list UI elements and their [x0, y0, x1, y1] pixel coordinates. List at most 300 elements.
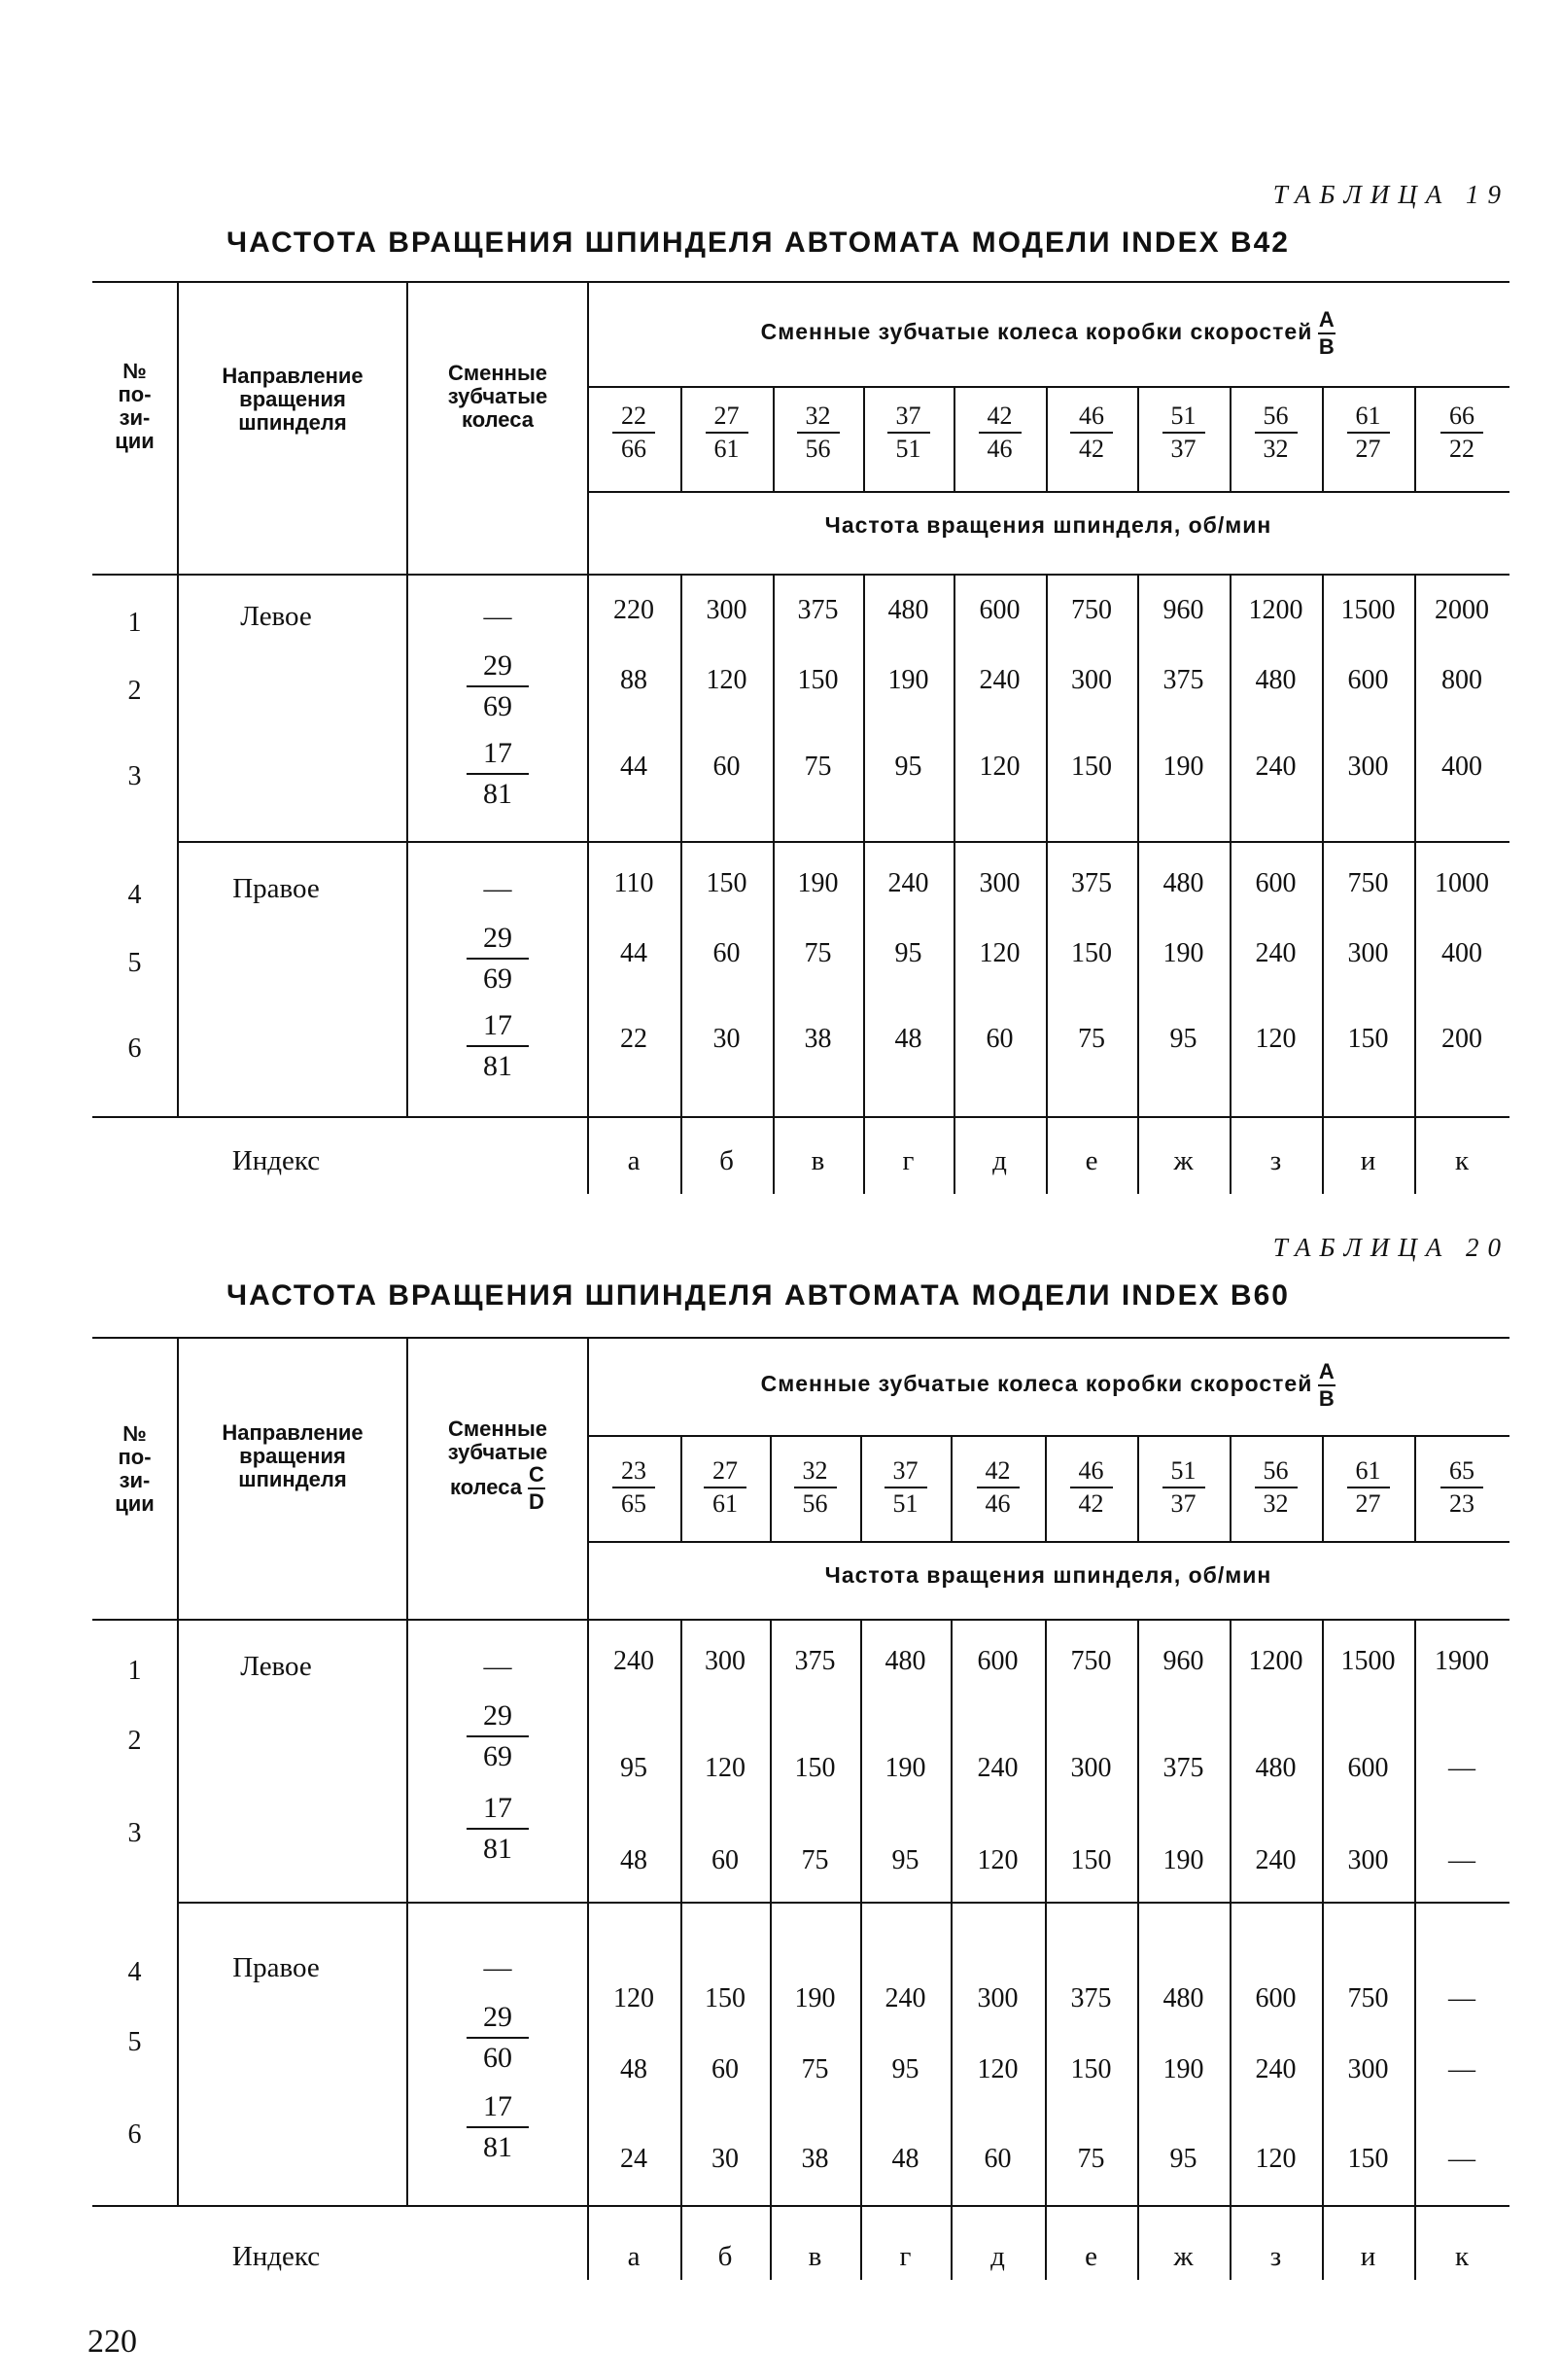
frequency-value: 95: [891, 1845, 919, 1875]
frequency-value: 300: [1347, 752, 1389, 782]
frequency-value: 24: [620, 2144, 647, 2174]
position-header: [92, 360, 177, 453]
gear-ratio: [1414, 1458, 1509, 1517]
position-header-line: ции: [115, 1491, 155, 1516]
fraction-numerator: 27: [713, 402, 740, 430]
frequency-value: —: [1448, 2054, 1475, 2084]
gear-ratio: [1137, 1458, 1230, 1517]
fraction-bar: [467, 2037, 529, 2039]
frequency-value: 240: [1255, 938, 1297, 968]
frequency-value: 300: [1071, 665, 1112, 695]
position-header-line: зи-: [119, 405, 151, 430]
index-letter: а: [627, 1145, 641, 1176]
ratio-header-rule: [587, 1435, 1509, 1437]
gear-header: [408, 1418, 587, 1513]
direction-left: Левое: [240, 1651, 312, 1682]
direction-header-line: Направление: [222, 1420, 364, 1445]
frequency-value: 480: [1255, 1753, 1297, 1783]
fraction-bar: [467, 2126, 529, 2128]
frequency-value: 95: [894, 752, 922, 782]
index-letter: г: [899, 2241, 912, 2272]
frequency-value: 480: [1255, 665, 1297, 695]
fraction-bar: [706, 432, 748, 434]
fraction-denominator: 46: [985, 1489, 1011, 1518]
fraction-denominator: 46: [987, 435, 1013, 463]
frequency-value: 30: [712, 1024, 741, 1054]
gear-ratio: [680, 1458, 770, 1517]
frequency-value: 48: [620, 1845, 647, 1875]
frequency-value: 88: [620, 665, 647, 695]
position-number: 3: [127, 761, 142, 791]
frequency-value: 300: [705, 1646, 746, 1676]
position-header-line: №: [122, 359, 147, 383]
direction-header-line: шпинделя: [238, 1467, 347, 1491]
fraction-denominator: 81: [483, 1833, 512, 1865]
gear-dash: —: [483, 601, 512, 632]
index-letter: а: [627, 2241, 641, 2272]
gear-header: [408, 362, 587, 432]
fraction-numerator: 17: [483, 2090, 512, 2122]
table-title: ЧАСТОТА ВРАЩЕНИЯ ШПИНДЕЛЯ АВТОМАТА МОДЕЛИ INDEX B60: [226, 1279, 1290, 1312]
fraction-denominator: 27: [1355, 435, 1381, 463]
frequency-value: 48: [891, 2144, 919, 2174]
fraction-bar: [467, 1045, 529, 1047]
fraction-bar: [1347, 432, 1390, 434]
fraction-bar: [1440, 1487, 1483, 1488]
frequency-value: 240: [1255, 752, 1297, 782]
gear-header-line: зубчатые: [447, 384, 548, 408]
gear-fraction: [428, 649, 568, 723]
frequency-value: 600: [977, 1646, 1019, 1676]
gear-ratio: [1045, 1458, 1137, 1517]
index-letter: е: [1085, 2241, 1097, 2272]
frequency-value: 120: [705, 1753, 746, 1783]
fraction-bar: [467, 685, 529, 687]
gear-header-line: зубчатые: [447, 1440, 548, 1464]
direction-right: Правое: [232, 873, 320, 904]
fraction-denominator: 69: [483, 962, 512, 995]
fraction-denominator: 69: [483, 690, 512, 722]
fraction-numerator: 66: [1449, 402, 1474, 430]
frequency-value: 150: [794, 1753, 836, 1783]
value-column-rule: [770, 1619, 772, 2280]
gear-dash: —: [483, 1952, 512, 1983]
frequency-value: 1900: [1435, 1646, 1489, 1676]
header-bottom-rule: [92, 574, 1509, 576]
fraction-denominator: 42: [1078, 1489, 1104, 1518]
fraction-bar: [1162, 432, 1205, 434]
position-number: 4: [127, 1957, 142, 1987]
fraction-denominator: B: [1318, 1386, 1336, 1411]
frequency-value: 300: [1070, 1753, 1112, 1783]
fraction-bar: [1255, 1487, 1298, 1488]
frequency-value: —: [1448, 1983, 1475, 2013]
fraction-numerator: 46: [1079, 402, 1104, 430]
gear-ratio: [1230, 403, 1322, 462]
frequency-value: 150: [1071, 752, 1112, 782]
frequency-value: 240: [977, 1753, 1019, 1783]
gear-header-line: Сменные: [448, 361, 547, 385]
frequency-value: 150: [1347, 1024, 1389, 1054]
fraction-numerator: 29: [483, 649, 512, 682]
fraction-denominator: 51: [895, 435, 921, 463]
frequency-value: 750: [1347, 868, 1389, 898]
frequency-value: 60: [711, 2054, 739, 2084]
fraction-denominator: 32: [1263, 435, 1289, 463]
index-letter: д: [990, 2241, 1005, 2272]
frequency-value: 375: [794, 1646, 836, 1676]
frequency-value: 150: [1347, 2144, 1389, 2174]
frequency-value: 48: [620, 2054, 647, 2084]
value-column-rule: [1230, 1619, 1231, 2280]
frequency-value: 1500: [1340, 595, 1396, 625]
fraction-bar: [612, 1487, 655, 1488]
index-letter: б: [717, 2241, 733, 2272]
gear-fraction: [428, 922, 568, 996]
fraction-numerator: 56: [1263, 1456, 1289, 1485]
gear-fraction: [428, 1009, 568, 1083]
position-number: 5: [127, 948, 142, 978]
frequency-value: 110: [613, 868, 654, 898]
fraction-bar: [1070, 1487, 1113, 1488]
direction-header-line: вращения: [239, 1444, 346, 1468]
table-top-rule: [92, 281, 1509, 283]
frequency-value: 150: [1071, 938, 1112, 968]
gear-ratio: [587, 1458, 680, 1517]
frequency-value: 960: [1162, 1646, 1204, 1676]
gear-dash: —: [483, 1651, 512, 1682]
value-column-rule: [1414, 1619, 1416, 2280]
fraction-denominator: 22: [1449, 435, 1474, 463]
index-letter: к: [1454, 1145, 1470, 1176]
direction-header: [179, 365, 406, 435]
mini-fraction: [528, 1464, 545, 1513]
index-label: Индекс: [231, 2241, 321, 2272]
position-number: 1: [127, 1656, 142, 1686]
frequency-value: 300: [977, 1983, 1019, 2013]
fraction-denominator: 32: [1263, 1489, 1289, 1518]
frequency-value: 30: [711, 2144, 739, 2174]
frequency-value: 1000: [1435, 868, 1489, 898]
fraction-bar: [467, 1828, 529, 1830]
fraction-bar: [1255, 432, 1298, 434]
fraction-bar: [1070, 432, 1113, 434]
frequency-value: 600: [1255, 868, 1297, 898]
frequency-value: 95: [620, 1753, 647, 1783]
mini-fraction: [1318, 1361, 1336, 1410]
position-number: 3: [127, 1818, 142, 1848]
table-number: ТАБЛИЦА 19: [1272, 180, 1509, 209]
fraction-denominator: 66: [621, 435, 646, 463]
index-letter: и: [1360, 2241, 1376, 2272]
frequency-value: 375: [1162, 1753, 1204, 1783]
fraction-numerator: 29: [483, 1699, 512, 1732]
fraction-bar: [977, 1487, 1020, 1488]
frequency-value: 300: [1347, 938, 1389, 968]
fraction-denominator: 37: [1170, 435, 1197, 463]
speed-gears-header-text: Сменные зубчатые колеса коробки скоростей: [760, 319, 1313, 345]
position-header-line: по-: [118, 1445, 152, 1469]
frequency-value: 190: [1162, 1845, 1204, 1875]
speed-gears-header-text: Сменные зубчатые колеса коробки скоростей: [760, 1371, 1313, 1397]
fraction-bar: [1162, 1487, 1205, 1488]
position-header-line: зи-: [119, 1468, 151, 1492]
fraction-bar: [1347, 1487, 1390, 1488]
frequency-value: 190: [1162, 752, 1204, 782]
speed-gears-header: [587, 309, 1509, 358]
group-separator-rule: [177, 1902, 1509, 1904]
frequency-value: 600: [1255, 1983, 1297, 2013]
frequency-value: 480: [885, 1646, 926, 1676]
frequency-value: 480: [1162, 1983, 1204, 2013]
frequency-value: 44: [620, 938, 647, 968]
gear-header-line: колеса: [462, 407, 534, 432]
index-letter: з: [1269, 2241, 1282, 2272]
frequency-value: 1200: [1248, 595, 1303, 625]
gear-ratio: [860, 1458, 951, 1517]
fraction-numerator: 37: [895, 402, 921, 430]
fraction-denominator: 61: [713, 435, 740, 463]
gear-ratio: [1414, 403, 1509, 462]
fraction-numerator: 46: [1078, 1456, 1104, 1485]
frequency-value: 75: [804, 938, 832, 968]
frequency-value: 375: [1071, 868, 1112, 898]
index-label: Индекс: [231, 1145, 321, 1176]
fraction-denominator: 56: [802, 1489, 828, 1518]
frequency-value: 22: [620, 1024, 647, 1054]
data-bottom-rule: [92, 2205, 1509, 2207]
frequency-value: 800: [1441, 665, 1482, 695]
fraction-denominator: 69: [483, 1740, 512, 1772]
frequency-value: 75: [1078, 1024, 1105, 1054]
fraction-bar: [885, 1487, 927, 1488]
frequency-value: 150: [706, 868, 747, 898]
fraction-denominator: 37: [1170, 1489, 1197, 1518]
index-letter: в: [808, 2241, 822, 2272]
index-letter: е: [1085, 1145, 1098, 1176]
fraction-denominator: 51: [892, 1489, 919, 1518]
table-top-rule: [92, 1337, 1509, 1339]
fraction-denominator: 81: [483, 1050, 512, 1082]
direction-header-line: шпинделя: [238, 410, 347, 435]
position-number: 6: [127, 2119, 142, 2150]
gear-ratio: [951, 1458, 1045, 1517]
frequency-value: 1500: [1340, 1646, 1396, 1676]
frequency-value: 480: [887, 595, 929, 625]
frequency-value: 240: [613, 1646, 654, 1676]
fraction-denominator: 61: [712, 1489, 738, 1518]
gear-ratio: [773, 403, 863, 462]
gear-fraction: [428, 737, 568, 811]
fraction-numerator: 32: [805, 402, 831, 430]
frequency-value: 375: [1162, 665, 1204, 695]
frequency-value: 375: [1070, 1983, 1112, 2013]
fraction-numerator: 29: [483, 922, 512, 954]
gear-fraction: [428, 2001, 568, 2075]
frequency-value: 120: [1255, 1024, 1297, 1054]
frequency-value: 120: [706, 665, 747, 695]
frequency-value: 60: [711, 1845, 739, 1875]
frequency-value: 600: [1347, 1753, 1389, 1783]
frequency-value: 60: [712, 752, 741, 782]
frequency-value: 750: [1347, 1983, 1389, 2013]
fraction-bar: [1440, 432, 1483, 434]
fraction-numerator: A: [1318, 307, 1336, 332]
fraction-numerator: 65: [1449, 1456, 1474, 1485]
index-letter: и: [1360, 1145, 1376, 1176]
fraction-denominator: 60: [483, 2042, 512, 2074]
fraction-denominator: 23: [1449, 1489, 1474, 1518]
gear-ratio: [863, 403, 954, 462]
fraction-numerator: 37: [892, 1456, 919, 1485]
gear-ratio: [1137, 403, 1230, 462]
frequency-value: 75: [1077, 2144, 1105, 2174]
gear-ratio: [1230, 1458, 1322, 1517]
index-letter: ж: [1173, 2241, 1194, 2272]
fraction-numerator: 23: [621, 1456, 646, 1485]
value-column-rule: [680, 1619, 682, 2280]
fraction-bar: [797, 432, 840, 434]
mini-fraction: [1318, 309, 1336, 358]
value-column-rule: [951, 1619, 953, 2280]
position-header-line: по-: [118, 382, 152, 406]
value-column-rule: [1045, 1619, 1047, 2280]
position-number: 6: [127, 1033, 142, 1064]
value-column-rule: [860, 1619, 862, 2280]
frequency-value: 120: [613, 1983, 654, 2013]
fraction-bar: [979, 432, 1022, 434]
fraction-numerator: 61: [1355, 402, 1381, 430]
frequency-value: 95: [1169, 2144, 1197, 2174]
fraction-denominator: D: [529, 1489, 544, 1514]
direction-left: Левое: [240, 601, 312, 632]
gear-fraction: [428, 1792, 568, 1866]
index-letter: г: [902, 1145, 915, 1176]
frequency-value: 750: [1071, 595, 1112, 625]
position-number: 1: [127, 608, 142, 638]
frequency-value: 600: [979, 595, 1021, 625]
index-letter: ж: [1173, 1145, 1194, 1176]
frequency-value: —: [1448, 1845, 1475, 1875]
direction-right: Правое: [232, 1952, 320, 1983]
fraction-numerator: 29: [483, 2001, 512, 2033]
fraction-numerator: 17: [483, 1009, 512, 1041]
frequency-value: 95: [1169, 1024, 1197, 1054]
fraction-denominator: 65: [621, 1489, 646, 1518]
frequency-value: 60: [712, 938, 741, 968]
frequency-value: 190: [1162, 938, 1204, 968]
frequency-value: 120: [979, 752, 1021, 782]
frequency-value: 48: [894, 1024, 922, 1054]
data-bottom-rule: [92, 1116, 1509, 1118]
position-number: 2: [127, 676, 142, 706]
gear-fraction: [428, 1699, 568, 1773]
fraction-numerator: 17: [483, 1792, 512, 1824]
fraction-numerator: 51: [1170, 402, 1197, 430]
frequency-value: 150: [1070, 2054, 1112, 2084]
frequency-value: 120: [979, 938, 1021, 968]
frequency-value: 150: [705, 1983, 746, 2013]
frequency-value: 120: [1255, 2144, 1297, 2174]
frequency-value: 300: [979, 868, 1021, 898]
gear-ratio: [680, 403, 773, 462]
table-number: ТАБЛИЦА 20: [1272, 1233, 1509, 1262]
gear-dash: —: [483, 873, 512, 904]
value-column-rule: [1137, 1619, 1139, 2280]
frequency-value: 240: [1255, 2054, 1297, 2084]
direction-header: [179, 1421, 406, 1491]
fraction-numerator: A: [1318, 1359, 1336, 1383]
frequency-value: —: [1448, 2144, 1475, 2174]
speed-gears-header: [587, 1361, 1509, 1410]
fraction-numerator: 56: [1263, 402, 1289, 430]
frequency-value: 2000: [1435, 595, 1489, 625]
frequency-value: 400: [1441, 752, 1482, 782]
frequency-value: 120: [977, 1845, 1019, 1875]
value-column-rule: [1322, 1619, 1324, 2280]
frequency-value: 960: [1162, 595, 1204, 625]
fraction-denominator: 56: [805, 435, 831, 463]
frequency-value: 95: [894, 938, 922, 968]
gear-ratio: [954, 403, 1046, 462]
index-letter: б: [719, 1145, 734, 1176]
frequency-value: 75: [804, 752, 832, 782]
frequency-subheader: Частота вращения шпинделя, об/мин: [824, 1562, 1272, 1588]
fraction-denominator: 81: [483, 2131, 512, 2163]
fraction-bar: [887, 432, 930, 434]
fraction-denominator: 42: [1079, 435, 1104, 463]
frequency-value: 60: [984, 2144, 1012, 2174]
frequency-value: 300: [706, 595, 747, 625]
frequency-value: 44: [620, 752, 647, 782]
frequency-value: 190: [797, 868, 839, 898]
frequency-value: 38: [801, 2144, 829, 2174]
frequency-value: 95: [891, 2054, 919, 2084]
frequency-value: 600: [1347, 665, 1389, 695]
direction-header-line: Направление: [222, 364, 364, 388]
frequency-value: 1200: [1248, 1646, 1303, 1676]
frequency-value: 190: [887, 665, 929, 695]
frequency-value: 200: [1441, 1024, 1482, 1054]
index-letter: в: [811, 1145, 825, 1176]
frequency-value: 300: [1347, 2054, 1389, 2084]
table-title: ЧАСТОТА ВРАЩЕНИЯ ШПИНДЕЛЯ АВТОМАТА МОДЕЛИ INDEX B42: [226, 227, 1290, 259]
position-number: 4: [127, 880, 142, 910]
index-letter: д: [992, 1145, 1007, 1176]
fraction-denominator: 27: [1355, 1489, 1381, 1518]
gear-ratio: [770, 1458, 860, 1517]
position-number: 2: [127, 1726, 142, 1756]
frequency-value: —: [1448, 1753, 1475, 1783]
frequency-value: 38: [804, 1024, 832, 1054]
gear-ratio: [1046, 403, 1137, 462]
fraction-denominator: B: [1318, 334, 1336, 359]
fraction-bar: [467, 958, 529, 960]
fraction-numerator: 27: [712, 1456, 738, 1485]
frequency-value: 190: [1162, 2054, 1204, 2084]
fraction-bar: [467, 1735, 529, 1737]
frequency-value: 240: [885, 1983, 926, 2013]
frequency-value: 190: [794, 1983, 836, 2013]
gear-header-line: Сменные: [448, 1417, 547, 1441]
index-letter: з: [1269, 1145, 1282, 1176]
frequency-value: 60: [986, 1024, 1014, 1054]
frequency-value: 75: [801, 2054, 829, 2084]
fraction-bar: [612, 432, 655, 434]
index-letter: к: [1454, 2241, 1470, 2272]
fraction-numerator: 22: [621, 402, 646, 430]
frequency-subheader: Частота вращения шпинделя, об/мин: [824, 512, 1272, 538]
